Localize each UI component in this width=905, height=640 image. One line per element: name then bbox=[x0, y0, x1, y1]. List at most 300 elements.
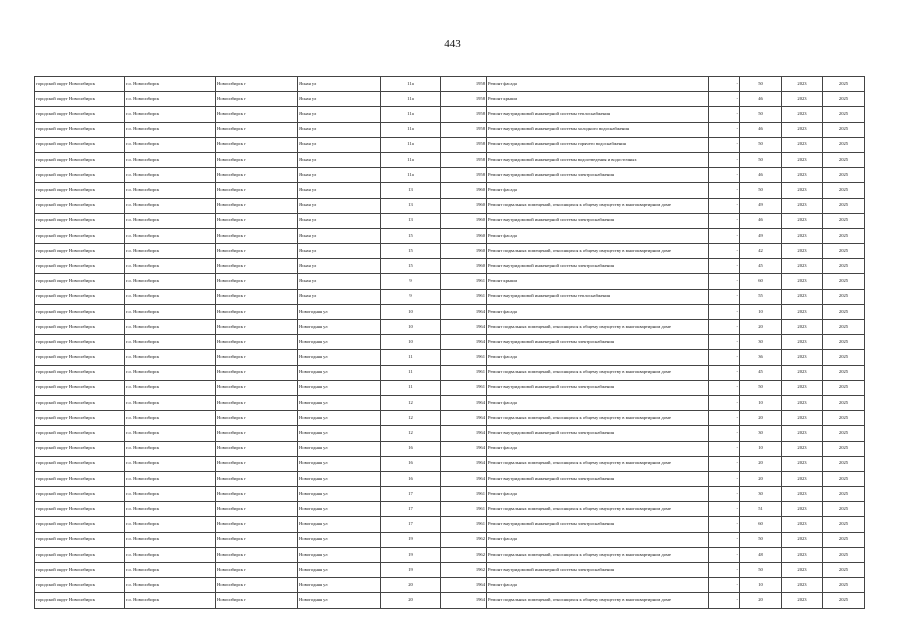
district-cell: г.о. Новосибирск bbox=[125, 168, 216, 183]
municipality-cell: городской округ Новосибирск bbox=[35, 335, 125, 350]
district-cell: г.о. Новосибирск bbox=[125, 274, 216, 289]
year-cell: 1964 bbox=[441, 456, 487, 471]
city-cell: Новосибирск г bbox=[216, 411, 298, 426]
work-type-cell: Ремонт фасада bbox=[487, 441, 709, 456]
table-row bbox=[35, 274, 865, 289]
year-cell: 1964 bbox=[441, 578, 487, 593]
street-cell: Новогодняя ул bbox=[298, 563, 381, 578]
dash-cell: - bbox=[709, 547, 740, 562]
house-number-cell: 11а bbox=[381, 77, 441, 92]
start-year-cell: 2023 bbox=[782, 365, 823, 380]
work-type-cell: Ремонт внутридомовой инженерной системы электроснабжения bbox=[487, 471, 709, 486]
start-year-cell: 2023 bbox=[782, 259, 823, 274]
work-type-cell: Ремонт внутридомовой инженерной системы электроснабжения bbox=[487, 213, 709, 228]
value-cell: 10 bbox=[740, 304, 782, 319]
dash-cell: - bbox=[709, 289, 740, 304]
start-year-cell: 2023 bbox=[782, 380, 823, 395]
work-type-cell: Ремонт подвальных помещений, относящихся к общему имуществу в многоквартирном доме bbox=[487, 198, 709, 213]
dash-cell: - bbox=[709, 92, 740, 107]
house-number-cell: 16 bbox=[381, 441, 441, 456]
value-cell: 10 bbox=[740, 395, 782, 410]
dash-cell: - bbox=[709, 77, 740, 92]
city-cell: Новосибирск г bbox=[216, 259, 298, 274]
municipality-cell: городской округ Новосибирск bbox=[35, 365, 125, 380]
city-cell: Новосибирск г bbox=[216, 365, 298, 380]
value-cell: 42 bbox=[740, 244, 782, 259]
house-number-cell: 17 bbox=[381, 502, 441, 517]
district-cell: г.о. Новосибирск bbox=[125, 320, 216, 335]
end-year-cell: 2025 bbox=[823, 365, 865, 380]
value-cell: 20 bbox=[740, 456, 782, 471]
house-number-cell: 11а bbox=[381, 92, 441, 107]
street-cell: Ясная ул bbox=[298, 107, 381, 122]
start-year-cell: 2023 bbox=[782, 456, 823, 471]
start-year-cell: 2023 bbox=[782, 441, 823, 456]
house-number-cell: 10 bbox=[381, 320, 441, 335]
start-year-cell: 2023 bbox=[782, 350, 823, 365]
municipality-cell: городской округ Новосибирск bbox=[35, 122, 125, 137]
value-cell: 50 bbox=[740, 532, 782, 547]
table-body bbox=[35, 77, 865, 609]
municipality-cell: городской округ Новосибирск bbox=[35, 517, 125, 532]
value-cell: 30 bbox=[740, 426, 782, 441]
district-cell: г.о. Новосибирск bbox=[125, 502, 216, 517]
city-cell: Новосибирск г bbox=[216, 289, 298, 304]
year-cell: 1962 bbox=[441, 563, 487, 578]
start-year-cell: 2023 bbox=[782, 532, 823, 547]
street-cell: Ясная ул bbox=[298, 152, 381, 167]
year-cell: 1964 bbox=[441, 471, 487, 486]
dash-cell: - bbox=[709, 244, 740, 259]
table-row bbox=[35, 107, 865, 122]
house-number-cell: 15 bbox=[381, 259, 441, 274]
end-year-cell: 2025 bbox=[823, 122, 865, 137]
street-cell: Новогодняя ул bbox=[298, 487, 381, 502]
work-type-cell: Ремонт фасада bbox=[487, 395, 709, 410]
table-row bbox=[35, 289, 865, 304]
house-number-cell: 19 bbox=[381, 532, 441, 547]
start-year-cell: 2023 bbox=[782, 152, 823, 167]
table-row bbox=[35, 532, 865, 547]
dash-cell: - bbox=[709, 152, 740, 167]
street-cell: Новогодняя ул bbox=[298, 547, 381, 562]
work-type-cell: Ремонт фасада bbox=[487, 487, 709, 502]
end-year-cell: 2025 bbox=[823, 532, 865, 547]
municipality-cell: городской округ Новосибирск bbox=[35, 137, 125, 152]
work-type-cell: Ремонт подвальных помещений, относящихся к общему имуществу в многоквартирном доме bbox=[487, 547, 709, 562]
municipality-cell: городской округ Новосибирск bbox=[35, 183, 125, 198]
start-year-cell: 2023 bbox=[782, 183, 823, 198]
table-row bbox=[35, 92, 865, 107]
street-cell: Ясная ул bbox=[298, 289, 381, 304]
value-cell: 20 bbox=[740, 471, 782, 486]
dash-cell: - bbox=[709, 502, 740, 517]
district-cell: г.о. Новосибирск bbox=[125, 228, 216, 243]
table-row bbox=[35, 563, 865, 578]
end-year-cell: 2025 bbox=[823, 92, 865, 107]
dash-cell: - bbox=[709, 122, 740, 137]
year-cell: 1961 bbox=[441, 380, 487, 395]
year-cell: 1961 bbox=[441, 289, 487, 304]
start-year-cell: 2023 bbox=[782, 578, 823, 593]
table-row bbox=[35, 304, 865, 319]
end-year-cell: 2025 bbox=[823, 320, 865, 335]
value-cell: 20 bbox=[740, 411, 782, 426]
street-cell: Новогодняя ул bbox=[298, 578, 381, 593]
start-year-cell: 2023 bbox=[782, 502, 823, 517]
dash-cell: - bbox=[709, 350, 740, 365]
house-number-cell: 15 bbox=[381, 228, 441, 243]
dash-cell: - bbox=[709, 304, 740, 319]
work-type-cell: Ремонт подвальных помещений, относящихся к общему имуществу в многоквартирном доме bbox=[487, 320, 709, 335]
start-year-cell: 2023 bbox=[782, 289, 823, 304]
value-cell: 46 bbox=[740, 168, 782, 183]
street-cell: Ясная ул bbox=[298, 213, 381, 228]
end-year-cell: 2025 bbox=[823, 183, 865, 198]
city-cell: Новосибирск г bbox=[216, 335, 298, 350]
work-type-cell: Ремонт внутридомовой инженерной системы электроснабжения bbox=[487, 563, 709, 578]
district-cell: г.о. Новосибирск bbox=[125, 395, 216, 410]
district-cell: г.о. Новосибирск bbox=[125, 441, 216, 456]
district-cell: г.о. Новосибирск bbox=[125, 289, 216, 304]
municipality-cell: городской округ Новосибирск bbox=[35, 107, 125, 122]
capital-repair-table bbox=[34, 76, 865, 609]
municipality-cell: городской округ Новосибирск bbox=[35, 547, 125, 562]
municipality-cell: городской округ Новосибирск bbox=[35, 320, 125, 335]
street-cell: Новогодняя ул bbox=[298, 335, 381, 350]
work-type-cell: Ремонт фасада bbox=[487, 183, 709, 198]
work-type-cell: Ремонт внутридомовой инженерной системы холодного водоснабжения bbox=[487, 122, 709, 137]
street-cell: Новогодняя ул bbox=[298, 471, 381, 486]
street-cell: Ясная ул bbox=[298, 92, 381, 107]
street-cell: Новогодняя ул bbox=[298, 532, 381, 547]
dash-cell: - bbox=[709, 456, 740, 471]
city-cell: Новосибирск г bbox=[216, 517, 298, 532]
end-year-cell: 2025 bbox=[823, 411, 865, 426]
house-number-cell: 12 bbox=[381, 411, 441, 426]
municipality-cell: городской округ Новосибирск bbox=[35, 578, 125, 593]
district-cell: г.о. Новосибирск bbox=[125, 563, 216, 578]
street-cell: Ясная ул bbox=[298, 183, 381, 198]
value-cell: 51 bbox=[740, 502, 782, 517]
value-cell: 50 bbox=[740, 137, 782, 152]
start-year-cell: 2023 bbox=[782, 122, 823, 137]
municipality-cell: городской округ Новосибирск bbox=[35, 259, 125, 274]
start-year-cell: 2023 bbox=[782, 228, 823, 243]
dash-cell: - bbox=[709, 380, 740, 395]
street-cell: Новогодняя ул bbox=[298, 411, 381, 426]
district-cell: г.о. Новосибирск bbox=[125, 487, 216, 502]
year-cell: 1960 bbox=[441, 228, 487, 243]
end-year-cell: 2025 bbox=[823, 350, 865, 365]
year-cell: 1958 bbox=[441, 92, 487, 107]
city-cell: Новосибирск г bbox=[216, 122, 298, 137]
value-cell: 30 bbox=[740, 335, 782, 350]
municipality-cell: городской округ Новосибирск bbox=[35, 593, 125, 608]
start-year-cell: 2023 bbox=[782, 411, 823, 426]
district-cell: г.о. Новосибирск bbox=[125, 350, 216, 365]
year-cell: 1962 bbox=[441, 547, 487, 562]
end-year-cell: 2025 bbox=[823, 244, 865, 259]
year-cell: 1964 bbox=[441, 335, 487, 350]
work-type-cell: Ремонт подвальных помещений, относящихся к общему имуществу в многоквартирном доме bbox=[487, 593, 709, 608]
municipality-cell: городской округ Новосибирск bbox=[35, 228, 125, 243]
municipality-cell: городской округ Новосибирск bbox=[35, 487, 125, 502]
value-cell: 48 bbox=[740, 547, 782, 562]
table-row bbox=[35, 320, 865, 335]
work-type-cell: Ремонт подвальных помещений, относящихся к общему имуществу в многоквартирном доме bbox=[487, 502, 709, 517]
table-row bbox=[35, 517, 865, 532]
table-row bbox=[35, 183, 865, 198]
city-cell: Новосибирск г bbox=[216, 593, 298, 608]
dash-cell: - bbox=[709, 198, 740, 213]
municipality-cell: городской округ Новосибирск bbox=[35, 426, 125, 441]
work-type-cell: Ремонт фасада bbox=[487, 77, 709, 92]
district-cell: г.о. Новосибирск bbox=[125, 547, 216, 562]
end-year-cell: 2025 bbox=[823, 593, 865, 608]
value-cell: 50 bbox=[740, 183, 782, 198]
dash-cell: - bbox=[709, 274, 740, 289]
end-year-cell: 2025 bbox=[823, 304, 865, 319]
start-year-cell: 2023 bbox=[782, 77, 823, 92]
end-year-cell: 2025 bbox=[823, 441, 865, 456]
city-cell: Новосибирск г bbox=[216, 183, 298, 198]
end-year-cell: 2025 bbox=[823, 198, 865, 213]
table-row bbox=[35, 350, 865, 365]
table-row bbox=[35, 380, 865, 395]
dash-cell: - bbox=[709, 228, 740, 243]
dash-cell: - bbox=[709, 471, 740, 486]
municipality-cell: городской округ Новосибирск bbox=[35, 289, 125, 304]
city-cell: Новосибирск г bbox=[216, 487, 298, 502]
dash-cell: - bbox=[709, 395, 740, 410]
value-cell: 55 bbox=[740, 289, 782, 304]
table-row bbox=[35, 228, 865, 243]
year-cell: 1961 bbox=[441, 350, 487, 365]
start-year-cell: 2023 bbox=[782, 471, 823, 486]
year-cell: 1964 bbox=[441, 304, 487, 319]
start-year-cell: 2023 bbox=[782, 244, 823, 259]
value-cell: 20 bbox=[740, 320, 782, 335]
work-type-cell: Ремонт внутридомовой инженерной системы электроснабжения bbox=[487, 380, 709, 395]
end-year-cell: 2025 bbox=[823, 517, 865, 532]
house-number-cell: 11а bbox=[381, 168, 441, 183]
municipality-cell: городской округ Новосибирск bbox=[35, 471, 125, 486]
street-cell: Ясная ул bbox=[298, 198, 381, 213]
dash-cell: - bbox=[709, 183, 740, 198]
start-year-cell: 2023 bbox=[782, 320, 823, 335]
street-cell: Новогодняя ул bbox=[298, 395, 381, 410]
value-cell: 60 bbox=[740, 274, 782, 289]
year-cell: 1961 bbox=[441, 502, 487, 517]
end-year-cell: 2025 bbox=[823, 487, 865, 502]
year-cell: 1964 bbox=[441, 320, 487, 335]
municipality-cell: городской округ Новосибирск bbox=[35, 350, 125, 365]
house-number-cell: 9 bbox=[381, 274, 441, 289]
street-cell: Ясная ул bbox=[298, 122, 381, 137]
end-year-cell: 2025 bbox=[823, 502, 865, 517]
year-cell: 1958 bbox=[441, 168, 487, 183]
street-cell: Ясная ул bbox=[298, 259, 381, 274]
city-cell: Новосибирск г bbox=[216, 213, 298, 228]
municipality-cell: городской округ Новосибирск bbox=[35, 152, 125, 167]
dash-cell: - bbox=[709, 563, 740, 578]
district-cell: г.о. Новосибирск bbox=[125, 152, 216, 167]
year-cell: 1960 bbox=[441, 213, 487, 228]
table-row bbox=[35, 471, 865, 486]
table-row bbox=[35, 77, 865, 92]
work-type-cell: Ремонт внутридомовой инженерной системы горячего водоснабжения bbox=[487, 137, 709, 152]
dash-cell: - bbox=[709, 365, 740, 380]
dash-cell: - bbox=[709, 487, 740, 502]
table-row bbox=[35, 137, 865, 152]
end-year-cell: 2025 bbox=[823, 380, 865, 395]
start-year-cell: 2023 bbox=[782, 137, 823, 152]
district-cell: г.о. Новосибирск bbox=[125, 517, 216, 532]
page-number: 443 bbox=[444, 38, 461, 50]
house-number-cell: 11 bbox=[381, 380, 441, 395]
work-type-cell: Ремонт внутридомовой инженерной системы теплоснабжения bbox=[487, 289, 709, 304]
year-cell: 1960 bbox=[441, 244, 487, 259]
municipality-cell: городской округ Новосибирск bbox=[35, 411, 125, 426]
district-cell: г.о. Новосибирск bbox=[125, 107, 216, 122]
city-cell: Новосибирск г bbox=[216, 547, 298, 562]
work-type-cell: Ремонт внутридомовой инженерной системы электроснабжения bbox=[487, 335, 709, 350]
year-cell: 1961 bbox=[441, 487, 487, 502]
value-cell: 10 bbox=[740, 441, 782, 456]
city-cell: Новосибирск г bbox=[216, 274, 298, 289]
table-row bbox=[35, 426, 865, 441]
house-number-cell: 20 bbox=[381, 578, 441, 593]
house-number-cell: 12 bbox=[381, 395, 441, 410]
street-cell: Ясная ул bbox=[298, 244, 381, 259]
start-year-cell: 2023 bbox=[782, 335, 823, 350]
work-type-cell: Ремонт фасада bbox=[487, 228, 709, 243]
dash-cell: - bbox=[709, 411, 740, 426]
work-type-cell: Ремонт подвальных помещений, относящихся к общему имуществу в многоквартирном доме bbox=[487, 244, 709, 259]
end-year-cell: 2025 bbox=[823, 274, 865, 289]
year-cell: 1962 bbox=[441, 532, 487, 547]
work-type-cell: Ремонт фасада bbox=[487, 350, 709, 365]
year-cell: 1964 bbox=[441, 411, 487, 426]
dash-cell: - bbox=[709, 213, 740, 228]
city-cell: Новосибирск г bbox=[216, 77, 298, 92]
work-type-cell: Ремонт подвальных помещений, относящихся к общему имуществу в многоквартирном доме bbox=[487, 411, 709, 426]
work-type-cell: Ремонт фасада bbox=[487, 578, 709, 593]
end-year-cell: 2025 bbox=[823, 213, 865, 228]
house-number-cell: 9 bbox=[381, 289, 441, 304]
value-cell: 30 bbox=[740, 487, 782, 502]
street-cell: Ясная ул bbox=[298, 228, 381, 243]
house-number-cell: 11а bbox=[381, 122, 441, 137]
work-type-cell: Ремонт внутридомовой инженерной системы электроснабжения bbox=[487, 426, 709, 441]
work-type-cell: Ремонт фасада bbox=[487, 532, 709, 547]
start-year-cell: 2023 bbox=[782, 198, 823, 213]
street-cell: Ясная ул bbox=[298, 77, 381, 92]
start-year-cell: 2023 bbox=[782, 395, 823, 410]
street-cell: Новогодняя ул bbox=[298, 320, 381, 335]
dash-cell: - bbox=[709, 517, 740, 532]
house-number-cell: 19 bbox=[381, 547, 441, 562]
dash-cell: - bbox=[709, 137, 740, 152]
value-cell: 50 bbox=[740, 77, 782, 92]
end-year-cell: 2025 bbox=[823, 563, 865, 578]
house-number-cell: 13 bbox=[381, 198, 441, 213]
table-row bbox=[35, 502, 865, 517]
year-cell: 1964 bbox=[441, 426, 487, 441]
house-number-cell: 11а bbox=[381, 107, 441, 122]
year-cell: 1964 bbox=[441, 395, 487, 410]
table-row bbox=[35, 244, 865, 259]
district-cell: г.о. Новосибирск bbox=[125, 380, 216, 395]
value-cell: 50 bbox=[740, 107, 782, 122]
street-cell: Ясная ул bbox=[298, 274, 381, 289]
municipality-cell: городской округ Новосибирск bbox=[35, 92, 125, 107]
house-number-cell: 11а bbox=[381, 137, 441, 152]
year-cell: 1958 bbox=[441, 107, 487, 122]
city-cell: Новосибирск г bbox=[216, 502, 298, 517]
value-cell: 36 bbox=[740, 350, 782, 365]
end-year-cell: 2025 bbox=[823, 456, 865, 471]
table-row bbox=[35, 441, 865, 456]
house-number-cell: 11 bbox=[381, 350, 441, 365]
year-cell: 1961 bbox=[441, 517, 487, 532]
start-year-cell: 2023 bbox=[782, 304, 823, 319]
house-number-cell: 11 bbox=[381, 365, 441, 380]
district-cell: г.о. Новосибирск bbox=[125, 77, 216, 92]
work-type-cell: Ремонт крыши bbox=[487, 92, 709, 107]
city-cell: Новосибирск г bbox=[216, 532, 298, 547]
municipality-cell: городской округ Новосибирск bbox=[35, 563, 125, 578]
year-cell: 1961 bbox=[441, 365, 487, 380]
street-cell: Новогодняя ул bbox=[298, 456, 381, 471]
value-cell: 46 bbox=[740, 213, 782, 228]
dash-cell: - bbox=[709, 168, 740, 183]
year-cell: 1964 bbox=[441, 441, 487, 456]
year-cell: 1958 bbox=[441, 152, 487, 167]
table-row bbox=[35, 456, 865, 471]
work-type-cell: Ремонт внутридомовой инженерной системы электроснабжения bbox=[487, 517, 709, 532]
house-number-cell: 17 bbox=[381, 487, 441, 502]
municipality-cell: городской округ Новосибирск bbox=[35, 168, 125, 183]
end-year-cell: 2025 bbox=[823, 259, 865, 274]
city-cell: Новосибирск г bbox=[216, 426, 298, 441]
dash-cell: - bbox=[709, 335, 740, 350]
street-cell: Новогодняя ул bbox=[298, 502, 381, 517]
house-number-cell: 12 bbox=[381, 426, 441, 441]
work-type-cell: Ремонт крыши bbox=[487, 274, 709, 289]
table-row bbox=[35, 152, 865, 167]
district-cell: г.о. Новосибирск bbox=[125, 426, 216, 441]
house-number-cell: 15 bbox=[381, 244, 441, 259]
municipality-cell: городской округ Новосибирск bbox=[35, 244, 125, 259]
start-year-cell: 2023 bbox=[782, 213, 823, 228]
city-cell: Новосибирск г bbox=[216, 198, 298, 213]
end-year-cell: 2025 bbox=[823, 289, 865, 304]
table-row bbox=[35, 365, 865, 380]
district-cell: г.о. Новосибирск bbox=[125, 137, 216, 152]
district-cell: г.о. Новосибирск bbox=[125, 593, 216, 608]
year-cell: 1960 bbox=[441, 183, 487, 198]
value-cell: 46 bbox=[740, 92, 782, 107]
dash-cell: - bbox=[709, 107, 740, 122]
municipality-cell: городской округ Новосибирск bbox=[35, 395, 125, 410]
dash-cell: - bbox=[709, 532, 740, 547]
year-cell: 1958 bbox=[441, 77, 487, 92]
district-cell: г.о. Новосибирск bbox=[125, 244, 216, 259]
house-number-cell: 20 bbox=[381, 593, 441, 608]
year-cell: 1960 bbox=[441, 198, 487, 213]
